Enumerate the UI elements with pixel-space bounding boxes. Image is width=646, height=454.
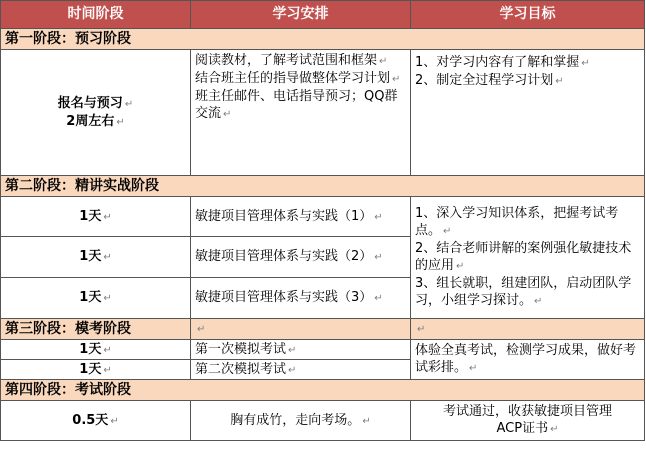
stage4-goal-line2: ACP证书 bbox=[496, 421, 549, 436]
time-text: 0.5天 bbox=[72, 412, 109, 428]
arrange-text: 第二次模拟考试 bbox=[195, 361, 287, 377]
time-text: 1天 bbox=[79, 249, 102, 264]
time-text: 1天 bbox=[79, 361, 102, 377]
paragraph-mark-icon: ↵ bbox=[392, 74, 401, 85]
stage1-time-line2: 2周左右 bbox=[66, 113, 115, 129]
time-text: 1天 bbox=[79, 208, 102, 224]
stage3-empty-cell bbox=[191, 319, 411, 340]
stage-row bbox=[1, 29, 645, 50]
arrange-text: 第一次模拟考试 bbox=[195, 341, 287, 357]
stage1-time-cell bbox=[1, 50, 191, 176]
stage4-goal-line1: 考试通过，收获敏捷项目管理 bbox=[442, 404, 612, 419]
paragraph-mark-icon: ↵ bbox=[103, 252, 112, 263]
stage2-goal-line3: 3、组长就职，组建团队，启动团队学习，小组学习探讨。 bbox=[415, 276, 632, 308]
header-study-goal: 学习目标 bbox=[411, 1, 645, 29]
table-row bbox=[1, 340, 645, 360]
stage1-time-line1: 报名与预习 bbox=[57, 95, 123, 111]
header-study-arrangement: 学习安排 bbox=[191, 1, 411, 29]
paragraph-mark-icon: ↵ bbox=[124, 98, 134, 110]
stage1-arrange-cell bbox=[191, 50, 411, 176]
paragraph-mark-icon: ↵ bbox=[555, 76, 564, 87]
stage1-arrange-line2: 结合班主任的指导做整体学习计划 bbox=[195, 71, 391, 86]
stage4-time bbox=[1, 401, 191, 441]
arrange-text: 敏捷项目管理体系与实践（1） bbox=[195, 208, 373, 224]
arrange-text: 胸有成竹，走向考场。 bbox=[230, 412, 361, 428]
stage2-title: 第二阶段：精讲实战阶段 bbox=[1, 176, 645, 197]
stage2-time-1 bbox=[1, 197, 191, 237]
paragraph-mark-icon: ↵ bbox=[581, 58, 590, 69]
stage2-time-2 bbox=[1, 237, 191, 278]
stage4-title: 第四阶段：考试阶段 bbox=[1, 380, 645, 401]
header-time-stage: 时间阶段 bbox=[1, 1, 191, 29]
paragraph-mark-icon: ↵ bbox=[374, 252, 383, 263]
stage4-arrange bbox=[191, 401, 411, 441]
paragraph-mark-icon: ↵ bbox=[374, 293, 383, 304]
paragraph-mark-icon: ↵ bbox=[443, 226, 452, 237]
stage2-goal-cell bbox=[411, 197, 645, 319]
stage2-arrange-1 bbox=[191, 197, 411, 237]
stage2-arrange-2 bbox=[191, 237, 411, 278]
stage2-goal-line1: 1、深入学习知识体系，把握考试考点。 bbox=[415, 206, 619, 238]
paragraph-mark-icon: ↵ bbox=[534, 296, 543, 307]
stage3-arrange-1 bbox=[191, 340, 411, 360]
paragraph-mark-icon: ↵ bbox=[103, 364, 112, 376]
stage3-time-1 bbox=[1, 340, 191, 360]
stage1-title: 第一阶段：预习阶段 bbox=[1, 29, 645, 50]
time-text: 1天 bbox=[79, 290, 102, 305]
stage-row bbox=[1, 319, 645, 340]
stage1-goal-cell bbox=[411, 50, 645, 176]
stage3-time-2 bbox=[1, 360, 191, 380]
paragraph-mark-icon: ↵ bbox=[197, 324, 206, 335]
paragraph-mark-icon: ↵ bbox=[103, 293, 112, 304]
paragraph-mark-icon: ↵ bbox=[288, 364, 297, 376]
header-row bbox=[1, 1, 645, 29]
paragraph-mark-icon: ↵ bbox=[417, 324, 426, 335]
stage-row bbox=[1, 176, 645, 197]
stage2-time-3 bbox=[1, 278, 191, 319]
stage1-goal-line2: 2、制定全过程学习计划 bbox=[415, 73, 554, 88]
table-row bbox=[1, 197, 645, 237]
stage1-arrange-line1: 阅读教材，了解考试范围和框架 bbox=[195, 53, 378, 68]
stage3-arrange-2 bbox=[191, 360, 411, 380]
paragraph-mark-icon: ↵ bbox=[379, 56, 388, 67]
paragraph-mark-icon: ↵ bbox=[456, 261, 465, 272]
stage1-arrange-line3: 班主任邮件、电话指导预习；QQ群交流 bbox=[195, 89, 398, 121]
paragraph-mark-icon: ↵ bbox=[110, 415, 119, 427]
paragraph-mark-icon: ↵ bbox=[223, 109, 232, 120]
table-row bbox=[1, 401, 645, 441]
stage-row bbox=[1, 380, 645, 401]
goal-text: 体验全真考试，检测学习成果，做好考试彩排。 bbox=[415, 343, 637, 375]
stage2-arrange-3 bbox=[191, 278, 411, 319]
stage3-empty-cell bbox=[411, 319, 645, 340]
paragraph-mark-icon: ↵ bbox=[362, 415, 371, 427]
arrange-text: 敏捷项目管理体系与实践（3） bbox=[195, 290, 373, 305]
paragraph-mark-icon: ↵ bbox=[550, 424, 559, 435]
paragraph-mark-icon: ↵ bbox=[103, 211, 112, 223]
stage1-goal-line1: 1、对学习内容有了解和掌握 bbox=[415, 55, 580, 70]
paragraph-mark-icon: ↵ bbox=[116, 116, 125, 128]
stage3-goal-cell bbox=[411, 340, 645, 380]
paragraph-mark-icon: ↵ bbox=[374, 211, 383, 223]
stage4-goal-cell bbox=[411, 401, 645, 441]
stage3-title: 第三阶段：模考阶段 bbox=[1, 319, 191, 340]
paragraph-mark-icon: ↵ bbox=[469, 363, 478, 374]
table-row bbox=[1, 50, 645, 176]
time-text: 1天 bbox=[79, 341, 102, 357]
stage2-goal-line2: 2、结合老师讲解的案例强化敏捷技术的应用 bbox=[415, 241, 632, 273]
paragraph-mark-icon: ↵ bbox=[103, 344, 112, 356]
paragraph-mark-icon: ↵ bbox=[288, 344, 297, 356]
arrange-text: 敏捷项目管理体系与实践（2） bbox=[195, 249, 373, 264]
